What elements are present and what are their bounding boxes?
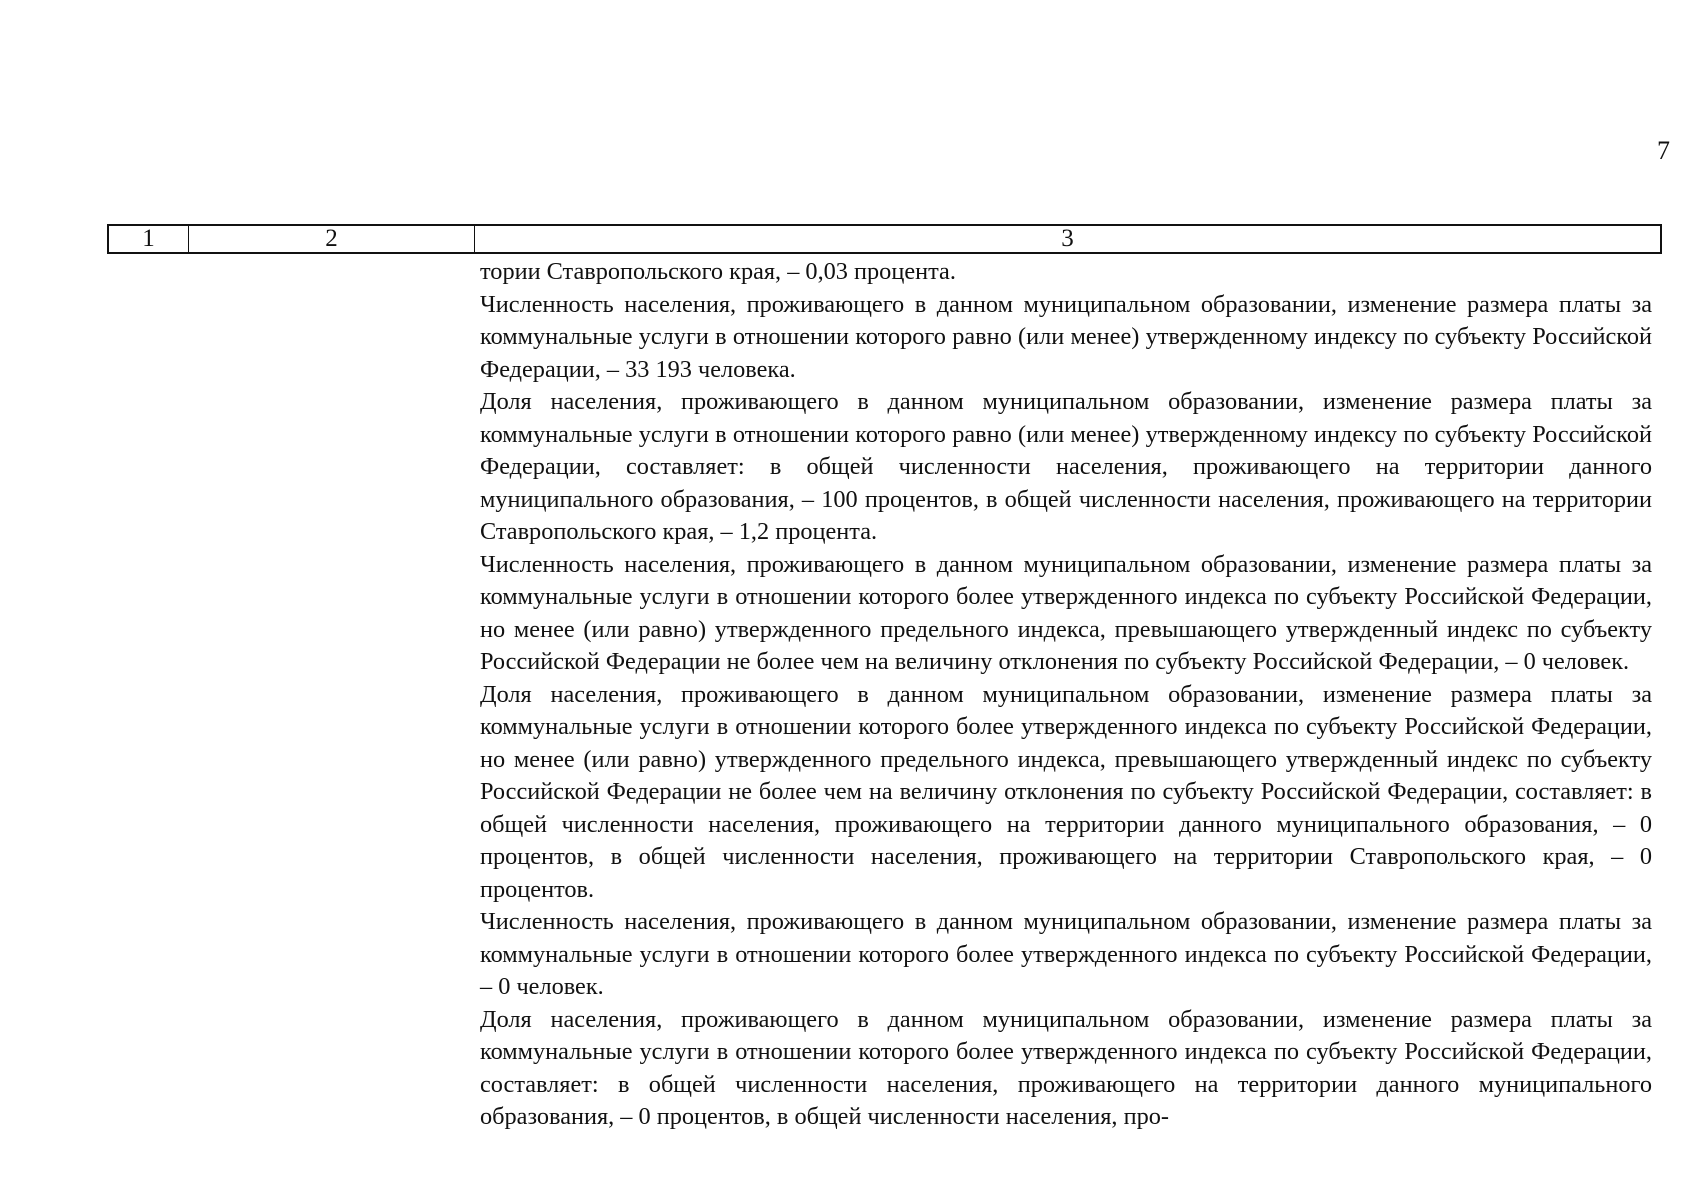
paragraph-population-share-equal-index: Доля населения, проживающего в данном муниципальном образовании, изменение размера платы за коммунальные услуги в отношении которого равно (или менее) утвержденному индексу по субъекту Российской Федерации, составляет: в общей численности населения, проживающего на территории данного муниципального образования, – 100 процентов, в общей численности населения, проживающего на территории Ставропольского края, – 1,2 процента. [480,388,1652,545]
paragraph-continuation: тории Ставропольского края, – 0,03 процента. [480,258,956,285]
table-header-row [107,224,1662,254]
paragraph-population-count-equal-index: Численность населения, проживающего в данном муниципальном образовании, изменение размера платы за коммунальные услуги в отношении которого равно (или менее) утвержденному индексу по субъекту Российской Федерации, – 33 193 человека. [480,290,1652,383]
page-number: 7 [1657,136,1670,165]
table-header-cell-3: 3 [1061,225,1074,252]
table-header-cell-1: 1 [109,226,189,252]
document-body-column-3 [480,256,1652,1134]
table-header-cell-2: 2 [189,226,475,252]
paragraph-population-share-above-index-within-limit: Доля населения, проживающего в данном муниципальном образовании, изменение размера платы за коммунальные услуги в отношении которого более утвержденного индекса по субъекту Российской Федерации, но менее (или равно) утвержденного предельного индекса, превышающего утвержденный индекс по субъекту Российской Федерации не более чем на величину отклонения по субъекту Российской Федерации, составляет: в общей численности населения, проживающего на территории данного муниципального образования, – 0 процентов, в общей численности населения, проживающего на территории Ставропольского края, – 0 процентов. [480,680,1652,903]
paragraph-population-count-above-index: Численность населения, проживающего в данном муниципальном образовании, изменение размера платы за коммунальные услуги в отношении которого более утвержденного индекса по субъекту Российской Федерации, – 0 человек. [480,908,1652,1000]
paragraph-population-count-above-index-within-limit: Численность населения, проживающего в данном муниципальном образовании, изменение размера платы за коммунальные услуги в отношении которого более утвержденного индекса по субъекту Российской Федерации, но менее (или равно) утвержденного предельного индекса, превышающего утвержденный индекс по субъекту Российской Федерации не более чем на величину отклонения по субъекту Российской Федерации, – 0 человек. [480,550,1652,675]
paragraph-population-share-above-index: Доля населения, проживающего в данном муниципальном образовании, изменение размера платы за коммунальные услуги в отношении которого более утвержденного индекса по субъекту Российской Федерации, составляет: в общей численности населения, проживающего на территории данного муниципального образования, – 0 процентов, в общей численности населения, про- [480,1005,1652,1130]
